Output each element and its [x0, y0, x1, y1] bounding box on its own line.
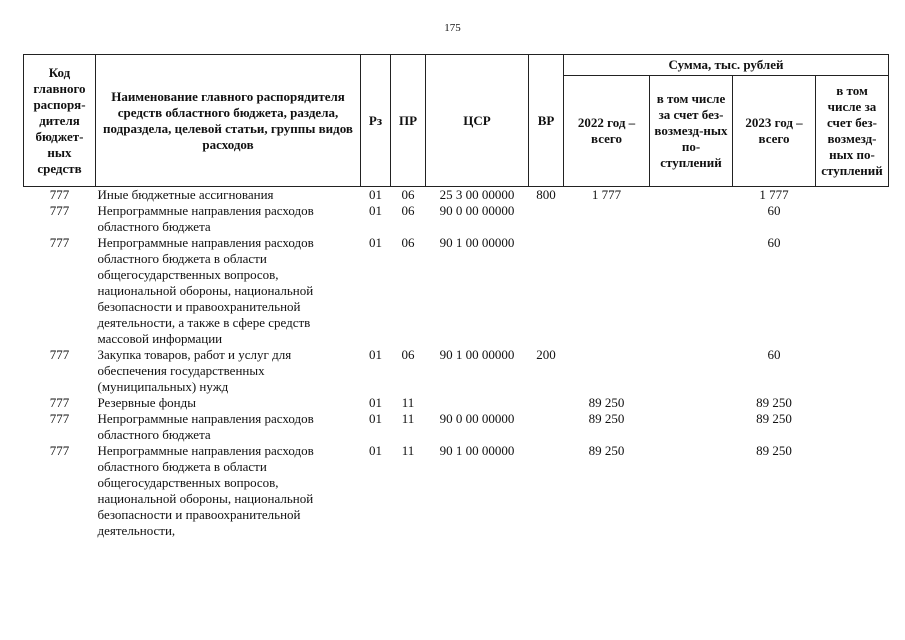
- cell-pr: 06: [401, 235, 415, 250]
- cell-vr: [529, 203, 564, 235]
- cell-vr: [529, 443, 564, 539]
- header-name: Наименование главного распорядителя средств областного бюджета, раздела, подраздела, целевой статьи, группы видов расходов: [96, 55, 361, 187]
- cell-sum-2023: 60: [767, 203, 781, 218]
- cell-sum-2022: 89 250: [588, 411, 625, 426]
- cell-rz: 01: [369, 187, 382, 202]
- cell-code: 777: [49, 187, 70, 202]
- cell-vr: [529, 235, 564, 347]
- header-csr: ЦСР: [426, 55, 529, 187]
- cell-name: Непрограммные направления расходов областного бюджета в области общегосударственных вопросов, национальной обороны, национальной безопасности и правоохранительной деятельности,: [97, 443, 314, 538]
- table-header: [24, 55, 889, 187]
- cell-vr: 200: [536, 347, 556, 362]
- cell-incl-2022: [650, 203, 733, 235]
- cell-sum-2023: 60: [767, 347, 781, 362]
- cell-incl-2023: [816, 187, 889, 204]
- cell-incl-2022: [650, 347, 733, 395]
- table-row: [24, 411, 889, 443]
- cell-pr: 11: [401, 395, 415, 410]
- cell-vr: [529, 395, 564, 411]
- cell-incl-2023: [816, 235, 889, 347]
- header-sum-2022: 2022 год – всего: [564, 76, 650, 187]
- cell-rz: 01: [369, 395, 382, 410]
- cell-pr: 11: [401, 411, 415, 426]
- header-vr: ВР: [529, 55, 564, 187]
- cell-rz: 01: [369, 411, 382, 426]
- cell-code: 777: [49, 411, 70, 426]
- header-rz: Рз: [361, 55, 391, 187]
- cell-csr: 90 0 00 00000: [439, 203, 515, 218]
- cell-sum-2023: 89 250: [756, 443, 792, 458]
- cell-incl-2023: [816, 443, 889, 539]
- cell-sum-2023: 60: [767, 235, 781, 250]
- cell-csr: [426, 395, 529, 411]
- cell-incl-2022: [650, 411, 733, 443]
- cell-sum-2023: 89 250: [756, 395, 792, 410]
- cell-incl-2022: [650, 395, 733, 411]
- table-row: [24, 203, 889, 235]
- page-number: 175: [444, 22, 461, 34]
- table-row: [24, 395, 889, 411]
- table-row: [24, 187, 889, 204]
- cell-sum-2022: 1 777: [591, 187, 622, 202]
- header-incl-2022: в том числе за счет без-возмезд-ных по-ступлений: [650, 76, 733, 187]
- cell-code: 777: [49, 235, 70, 250]
- cell-rz: 01: [369, 443, 382, 458]
- cell-csr: 90 1 00 00000: [439, 443, 515, 458]
- cell-sum-2023: 1 777: [759, 187, 789, 202]
- cell-vr: [529, 411, 564, 443]
- table-row: [24, 347, 889, 395]
- cell-rz: 01: [369, 347, 382, 362]
- cell-code: 777: [49, 347, 70, 362]
- cell-sum-2022: 89 250: [588, 443, 625, 458]
- cell-sum-2022: 89 250: [588, 395, 625, 410]
- cell-code: 777: [49, 443, 70, 458]
- cell-sum-2022: [564, 235, 650, 347]
- header-incl-2023: в том числе за счет без-возмезд-ных по-ступлений: [816, 76, 889, 187]
- cell-sum-2023: 89 250: [756, 411, 792, 426]
- cell-csr: 90 0 00 00000: [439, 411, 515, 426]
- table-row: [24, 443, 889, 539]
- header-code: Код главного распоря-дителя бюджет-ных средств: [24, 55, 96, 187]
- cell-name: Закупка товаров, работ и услуг для обеспечения государственных (муниципальных) нужд: [97, 347, 292, 394]
- cell-incl-2022: [650, 187, 733, 204]
- cell-incl-2023: [816, 203, 889, 235]
- cell-code: 777: [49, 395, 70, 410]
- cell-incl-2023: [816, 347, 889, 395]
- cell-pr: 11: [401, 443, 415, 458]
- cell-name: Непрограммные направления расходов областного бюджета в области общегосударственных вопросов, национальной обороны, национальной безопасности и правоохранительной деятельности, а также в сфере средств массовой информации: [97, 235, 314, 346]
- cell-name: Резервные фонды: [97, 395, 196, 410]
- header-pr: ПР: [391, 55, 426, 187]
- cell-pr: 06: [401, 347, 415, 362]
- cell-csr: 90 1 00 00000: [439, 347, 515, 362]
- cell-name: Непрограммные направления расходов областного бюджета: [97, 203, 314, 234]
- cell-csr: 90 1 00 00000: [439, 235, 515, 250]
- header-sum-2023: 2023 год – всего: [733, 76, 816, 187]
- cell-sum-2022: [564, 347, 650, 395]
- cell-incl-2022: [650, 235, 733, 347]
- table-row: [24, 235, 889, 347]
- header-sum-group: Сумма, тыс. рублей: [564, 55, 889, 76]
- cell-csr: 25 3 00 00000: [439, 187, 515, 202]
- cell-incl-2022: [650, 443, 733, 539]
- cell-incl-2023: [816, 395, 889, 411]
- cell-vr: 800: [536, 187, 556, 202]
- cell-name: Иные бюджетные ассигнования: [97, 187, 274, 202]
- budget-table: [23, 54, 889, 539]
- cell-pr: 06: [401, 203, 415, 218]
- cell-rz: 01: [369, 235, 382, 250]
- cell-incl-2023: [816, 411, 889, 443]
- cell-rz: 01: [369, 203, 382, 218]
- cell-name: Непрограммные направления расходов областного бюджета: [97, 411, 314, 442]
- table-body: [24, 187, 889, 540]
- cell-code: 777: [49, 203, 70, 218]
- cell-sum-2022: [564, 203, 650, 235]
- cell-pr: 06: [401, 187, 415, 202]
